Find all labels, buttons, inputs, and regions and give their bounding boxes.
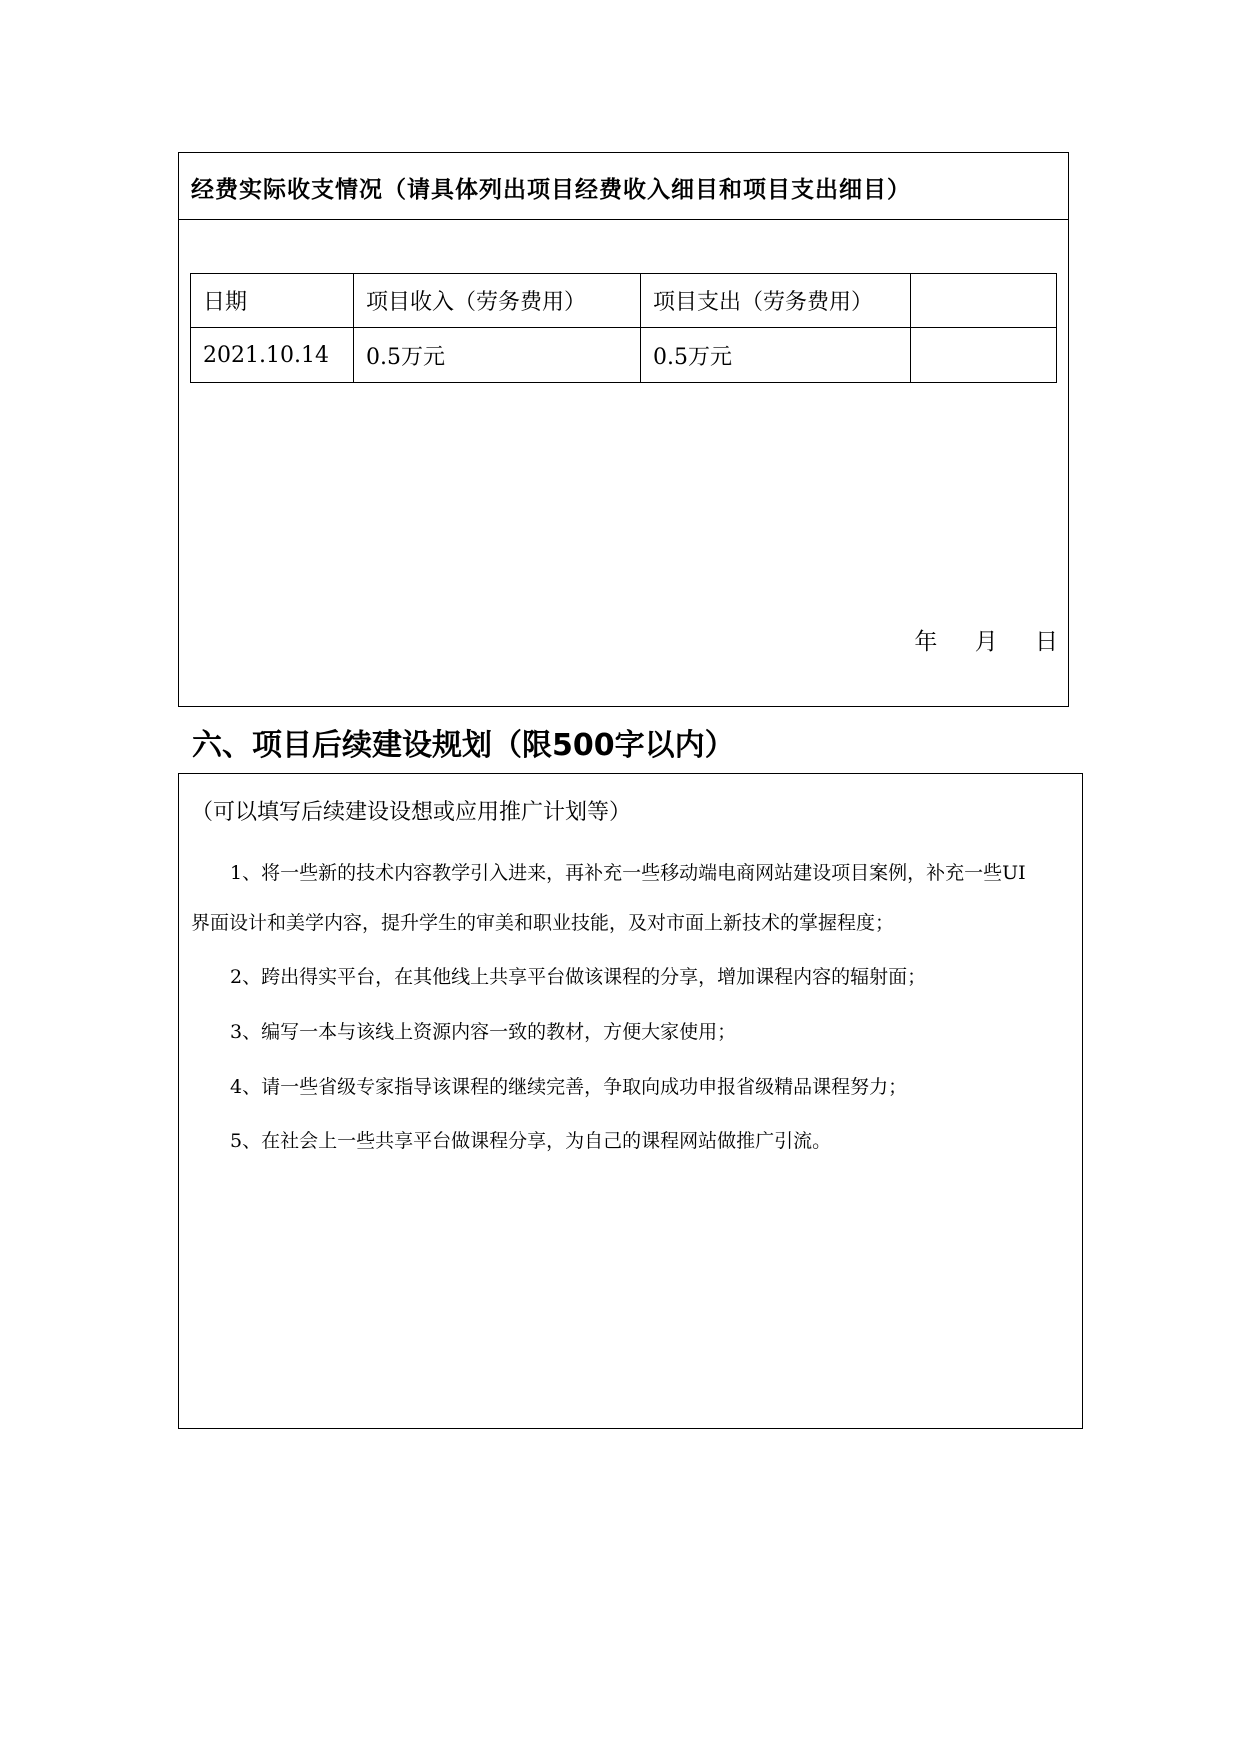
- finance-header-text: 经费实际收支情况（请具体列出项目经费收入细目和项目支出细目）: [191, 177, 911, 203]
- header-expense: 项目支出（劳务费用）: [641, 274, 911, 328]
- day-label: 日: [1035, 629, 1058, 655]
- plan-section: [178, 773, 1083, 1429]
- plan-hint: （可以填写后续建设设想或应用推广计划等）: [191, 800, 632, 825]
- plan-item-5: 5、在社会上一些共享平台做课程分享，为自己的课程网站做推广引流。: [230, 1130, 832, 1152]
- section-title: 六、项目后续建设规划（限500字以内）: [192, 728, 735, 763]
- plan-item-3: 3、编写一本与该线上资源内容一致的教材，方便大家使用；: [230, 1021, 737, 1043]
- cell-expense: 0.5万元: [641, 328, 911, 383]
- budget-table: [190, 273, 1057, 383]
- month-label: 月: [974, 629, 998, 655]
- header-empty: [911, 274, 1057, 328]
- cell-date: 2021.10.14: [191, 328, 354, 383]
- plan-item-4: 4、请一些省级专家指导该课程的继续完善，争取向成功申报省级精品课程努力；: [230, 1076, 908, 1098]
- plan-item-1: 1、将一些新的技术内容教学引入进来，再补充一些移动端电商网站建设项目案例，补充一些UI: [230, 862, 1026, 884]
- header-income: 项目收入（劳务费用）: [354, 274, 641, 328]
- date-signature: [884, 623, 1058, 656]
- header-date: 日期: [191, 274, 354, 328]
- cell-income: 0.5万元: [354, 328, 641, 383]
- plan-item-1-continued: 界面设计和美学内容，提升学生的审美和职业技能，及对市面上新技术的掌握程度；: [191, 912, 895, 934]
- table-header-row: [191, 274, 1057, 328]
- cell-empty: [911, 328, 1057, 383]
- year-label: 年: [914, 629, 938, 655]
- plan-item-2: 2、跨出得实平台，在其他线上共享平台做该课程的分享，增加课程内容的辐射面；: [230, 966, 927, 988]
- finance-section: [178, 152, 1069, 707]
- table-row: [191, 328, 1057, 383]
- finance-header: [179, 153, 1068, 220]
